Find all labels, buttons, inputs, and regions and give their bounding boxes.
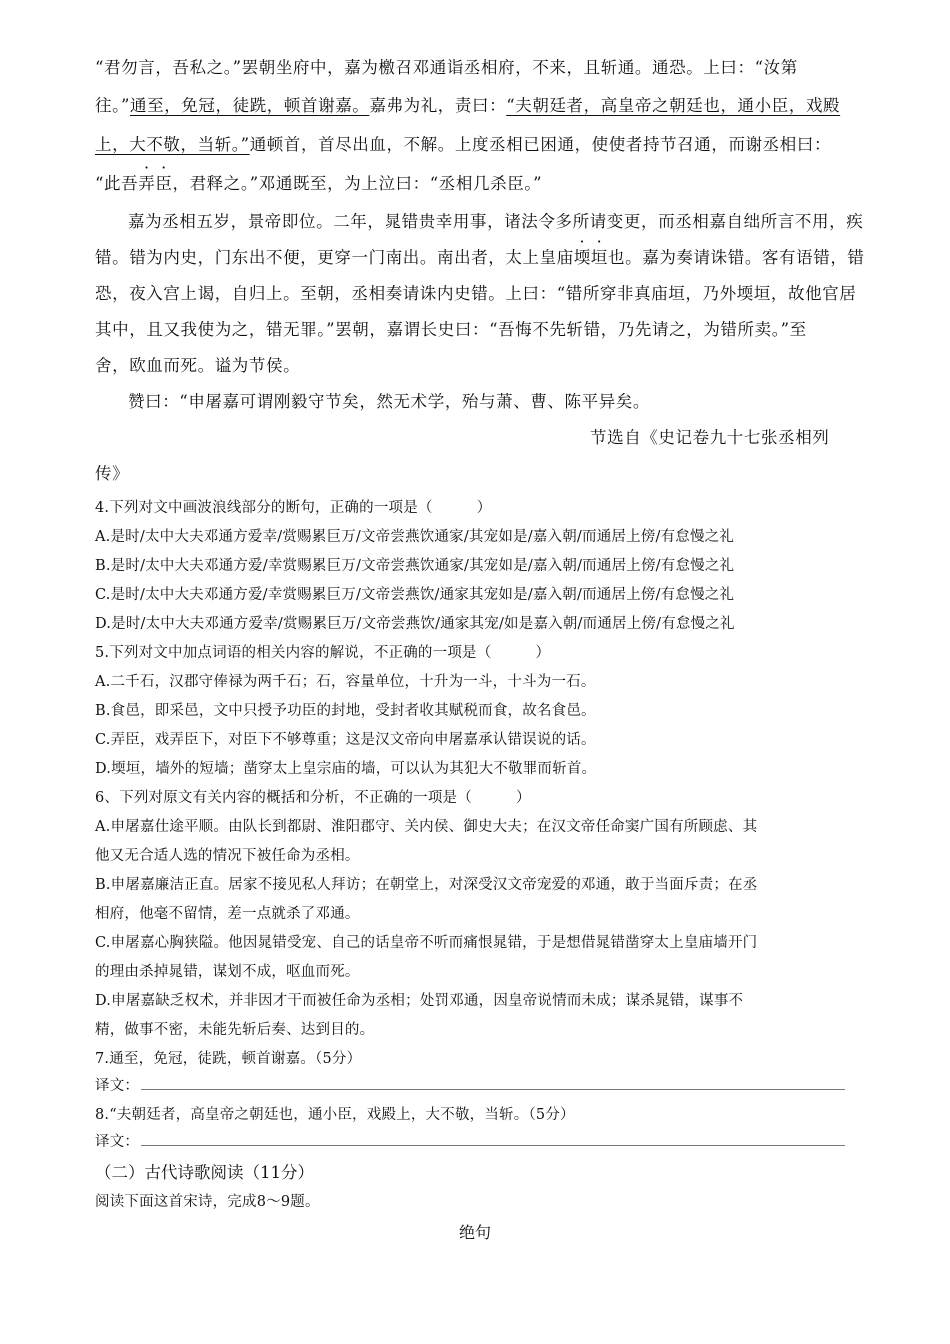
- passage-line-6: [95, 244, 865, 268]
- question-5: 5.下列对文中加点词语的相关内容的解说，不正确的一项是（ ）: [95, 645, 551, 661]
- passage-line-1: “君勿言，吾私之。”罢朝坐府中，嘉为檄召邓通诣丞相府，不来，且斩通。通恐。上曰：“汝第: [95, 58, 798, 77]
- q4-option-d: D.是时/太中大夫邓通方爱幸/赏赐累巨万/文帝尝燕饮/通家其宠/如是嘉入朝/而通居上傍/有怠慢之礼: [95, 616, 735, 632]
- q6-option-a-line2: 他又无合适人选的情况下被任命为丞相。: [95, 848, 360, 864]
- q6-option-b-line2: 相府，他毫不留情，差一点就杀了邓通。: [95, 906, 360, 922]
- underlined-sentence-8: “夫朝廷者，高皇帝之朝廷也，通小臣，戏殿: [506, 96, 841, 115]
- passage-line-7: 恐，夜入宫上谒，自归上。至朝，丞相奏请诛内史错。上曰：“错所穿非真庙垣，乃外堧垣，故他官居: [95, 284, 857, 303]
- poem-title: 绝句: [458, 1223, 491, 1242]
- text: 通顿首，首尽出血，不解。上度丞相已困通，使使者持节召通，而谢丞相曰：: [249, 135, 832, 154]
- text: “此吾: [95, 174, 139, 193]
- underlined-sentence-8-end: 上，大不敬，当斩。”: [95, 135, 250, 154]
- passage-line-9: 舍，欧血而死。谥为节侯。: [95, 356, 301, 375]
- text: 往。”: [95, 96, 130, 115]
- q6-option-d-line2: 精，做事不密，未能先斩后奏、达到目的。: [95, 1022, 375, 1038]
- q5-option-d: D.堧垣，墙外的短墙；凿穿太上皇宗庙的墙，可以认为其犯大不敬罪而斩首。: [95, 761, 597, 777]
- dotted-char: 弄: [138, 174, 156, 193]
- translation-label: 译文：: [95, 1134, 140, 1150]
- q5-option-b: B.食邑，即采邑，文中只授予功臣的封地，受封者收其赋税而食，故名食邑。: [95, 703, 596, 719]
- question-8: 8.“夫朝廷者，高皇帝之朝廷也，通小臣，戏殿上，大不敬，当斩。（5分）: [95, 1107, 575, 1123]
- q7-answer-line: [95, 1074, 845, 1095]
- answer-blank[interactable]: [141, 1075, 845, 1090]
- q8-answer-line: [95, 1130, 845, 1151]
- q5-option-a: A.二千石，汉郡守俸禄为两千石；石，容量单位，十升为一斗，十斗为一石。: [95, 674, 596, 690]
- q6-option-b-line1: B.申屠嘉廉洁正直。居家不接见私人拜访；在朝堂上，对深受汉文帝宠爱的邓通，敢于当面斥责；在丞: [95, 877, 758, 893]
- passage-line-5: 嘉为丞相五岁，景帝即位。二年，晁错贵幸用事，诸法令多所请变更，而丞相嘉自绌所言不用，疾: [128, 212, 864, 231]
- text: 嘉弗为礼，责曰：: [369, 96, 507, 115]
- answer-blank[interactable]: [141, 1131, 845, 1146]
- passage-line-10: 赞曰：“申屠嘉可谓刚毅守节矣，然无术学，殆与萧、曹、陈平异矣。: [128, 392, 651, 411]
- dotted-char: 臣: [155, 174, 173, 193]
- q4-option-a: A.是时/太中大夫邓通方爱幸/赏赐累巨万/文帝尝燕饮通家/其宠如是/嘉入朝/而通居上傍/有怠慢之礼: [95, 529, 735, 545]
- passage-line-8: 其中，且又我使为之，错无罪。”罢朝，嘉谓长史曰：“吾悔不先斩错，乃先请之，为错所卖。”至: [95, 320, 807, 339]
- source-citation-end: 传》: [95, 464, 130, 483]
- q5-option-c: C.弄臣，戏弄臣下，对臣下不够尊重；这是汉文帝向申屠嘉承认错误说的话。: [95, 732, 596, 748]
- passage-line-3: [95, 131, 831, 155]
- question-6: 6、下列对原文有关内容的概括和分析，不正确的一项是（ ）: [95, 790, 531, 806]
- q6-option-c-line1: C.申屠嘉心胸狭隘。他因晁错受宠、自己的话皇帝不听而痛恨晁错，于是想借晁错凿穿太上皇庙墙开门: [95, 935, 758, 951]
- dotted-char: 垣: [590, 248, 609, 267]
- passage-line-2: [95, 92, 840, 116]
- question-4: 4.下列对文中画波浪线部分的断句，正确的一项是（ ）: [95, 500, 492, 516]
- q6-option-c-line2: 的理由杀掉晁错，谋划不成，呕血而死。: [95, 964, 360, 980]
- question-7: 7.通至，免冠，徒跣，顿首谢嘉。（5分）: [95, 1051, 362, 1067]
- section-heading: （二）古代诗歌阅读（11分）: [95, 1163, 314, 1182]
- q6-option-a-line1: A.申屠嘉仕途平顺。由队长到都尉、淮阳郡守、关内侯、御史大夫；在汉文帝任命窦广国有所顾虑、其: [95, 819, 758, 835]
- text: 也。嘉为奏请诛错。客有语错，错: [608, 248, 865, 267]
- dotted-char: 堧: [573, 248, 591, 267]
- underlined-sentence-7: 通至，免冠，徒跣，顿首谢嘉。: [130, 96, 370, 115]
- translation-label: 译文：: [95, 1078, 140, 1094]
- q4-option-c: C.是时/太中大夫邓通方爱/幸赏赐累巨万/文帝尝燕饮/通家其宠如是/嘉入朝/而通居上傍/有怠慢之礼: [95, 587, 735, 603]
- q4-option-b: B.是时/太中大夫邓通方爱/幸赏赐累巨万/文帝尝燕饮通家/其宠如是/嘉入朝/而通居上傍/有怠慢之礼: [95, 558, 735, 574]
- source-citation: 节选自《史记卷九十七张丞相列: [590, 428, 830, 447]
- passage-line-4: [95, 170, 542, 194]
- text: ，君释之。”邓通既至，为上泣曰：“丞相几杀臣。”: [172, 174, 543, 193]
- q6-option-d-line1: D.申屠嘉缺乏权术，并非因才干而被任命为丞相；处罚邓通，因皇帝说情而未成；谋杀晁错，谋事不: [95, 993, 744, 1009]
- section-intro: 阅读下面这首宋诗，完成8～9题。: [95, 1194, 320, 1210]
- text: 错。错为内史，门东出不便，更穿一门南出。南出者，太上皇庙: [95, 248, 574, 267]
